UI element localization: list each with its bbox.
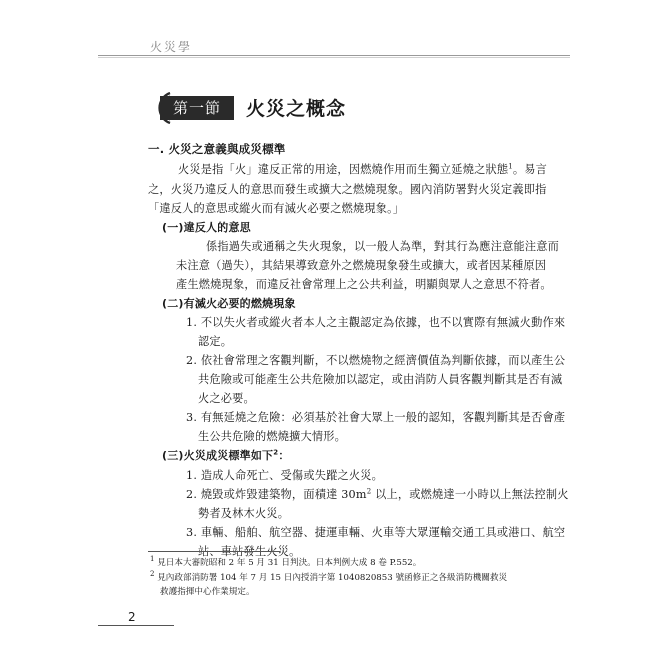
sub3-item-3-line-2: 站、車站發生火災。: [198, 545, 301, 558]
sub2-item-3-line-1: 3. 有無延燒之危險：必須基於社會大眾上一般的認知，客觀判斷其是否會產: [186, 411, 566, 424]
sub2-item-3-line-2: 生公共危險的燃燒擴大情形。: [198, 430, 347, 443]
footnote-rule: [148, 551, 280, 552]
subheading-3-tail: ：: [278, 449, 290, 462]
subheading-3: [162, 446, 290, 465]
sub3-item-2-tail: 以上，或燃燒達一小時以上無法控制火: [371, 488, 569, 501]
subheading-2: (二)有滅火必要的燃燒現象: [162, 297, 296, 310]
footnote-2: [150, 572, 507, 585]
subheading-1: (一)違反人的意思: [162, 221, 251, 234]
sub3-item-2-line-1: [186, 485, 569, 504]
footnote-ref-1: 1: [508, 162, 513, 171]
sub2-item-1-line-1: 1. 不以失火者或縱火者本人之主觀認定為依據，也不以實際有無滅火動作來: [186, 316, 566, 329]
badge-bar: [232, 96, 234, 120]
header-rule-secondary: [98, 57, 570, 58]
intro-line-1: [178, 160, 547, 179]
intro-line-3: 「違反人的意思或縱火而有滅火必要之燃燒現象。」: [148, 202, 405, 215]
superscript-2: 2: [366, 487, 372, 496]
sub1-line-1: 係指過失或通稱之失火現象，以一般人為準，對其行為應注意能注意而: [206, 240, 560, 253]
sub2-item-2-line-3: 火之必要。: [198, 392, 255, 405]
footnote-1-mark: 1: [150, 555, 155, 564]
footnote-2-mark: 2: [150, 570, 155, 579]
footnote-2-line-2: 救護指揮中心作業規定。: [160, 587, 255, 597]
sub2-item-2-line-1: 2. 依社會常理之客觀判斷，不以燃燒物之經濟價值為判斷依據，而以產生公: [186, 354, 566, 367]
sub1-line-3: 產生燃燒現象，而違反社會常理上之公共利益，明顯與眾人之意思不符者。: [176, 278, 552, 291]
sub3-item-2-text: 2. 燒毀或炸毀建築物，面積達 30m: [186, 488, 367, 501]
subheading-3-text: (三)火災成災標準如下: [162, 449, 274, 462]
sub2-item-2-line-2: 共危險或可能產生公共危險加以認定，或由消防人員客觀判斷其是否有滅: [198, 373, 563, 386]
section-badge-label: 第一節: [160, 96, 234, 120]
section-title: 火災之概念: [246, 98, 347, 120]
footnote-1: [150, 557, 421, 570]
running-header: 火災學: [150, 40, 193, 54]
footnote-ref-2: 2: [273, 448, 279, 457]
footnote-1-text: 見日本大審院昭和 2 年 5 月 31 日判決。日本判例大成 8 卷 P.552。: [157, 558, 422, 568]
intro-line-1-tail: 。易言: [512, 163, 548, 176]
section-badge: [148, 92, 236, 124]
intro-line-1-text: 火災是指「火」違反正常的用途，因燃燒作用而生獨立延燒之狀態: [178, 163, 509, 176]
footnote-2-line-1: 見內政部消防署 104 年 7 月 15 日內授消字第 1040820853 號函修正之各級消防機關救災: [157, 573, 508, 583]
sub3-item-1: 1. 造成人命死亡、受傷或失蹤之火災。: [186, 469, 384, 482]
sub3-item-3-line-1: 3. 車輛、船舶、航空器、捷運車輛、火車等大眾運輸交通工具或港口、航空: [186, 526, 566, 539]
header-rule: [98, 55, 570, 56]
page-number: 2: [128, 610, 136, 624]
footer-rule: [98, 625, 174, 626]
sub1-line-2: 未注意（過失），其結果導致意外之燃燒現象發生或擴大，或者因某種原因: [176, 259, 547, 272]
intro-line-2: 之，火災乃違反人的意思而發生或擴大之燃燒現象。國內消防署對火災定義即指: [148, 183, 547, 196]
sub2-item-1-line-2: 認定。: [198, 335, 233, 348]
sub3-item-2-line-2: 勢者及林木火災。: [198, 507, 290, 520]
heading-1: 一. 火災之意義與成災標準: [148, 142, 286, 156]
